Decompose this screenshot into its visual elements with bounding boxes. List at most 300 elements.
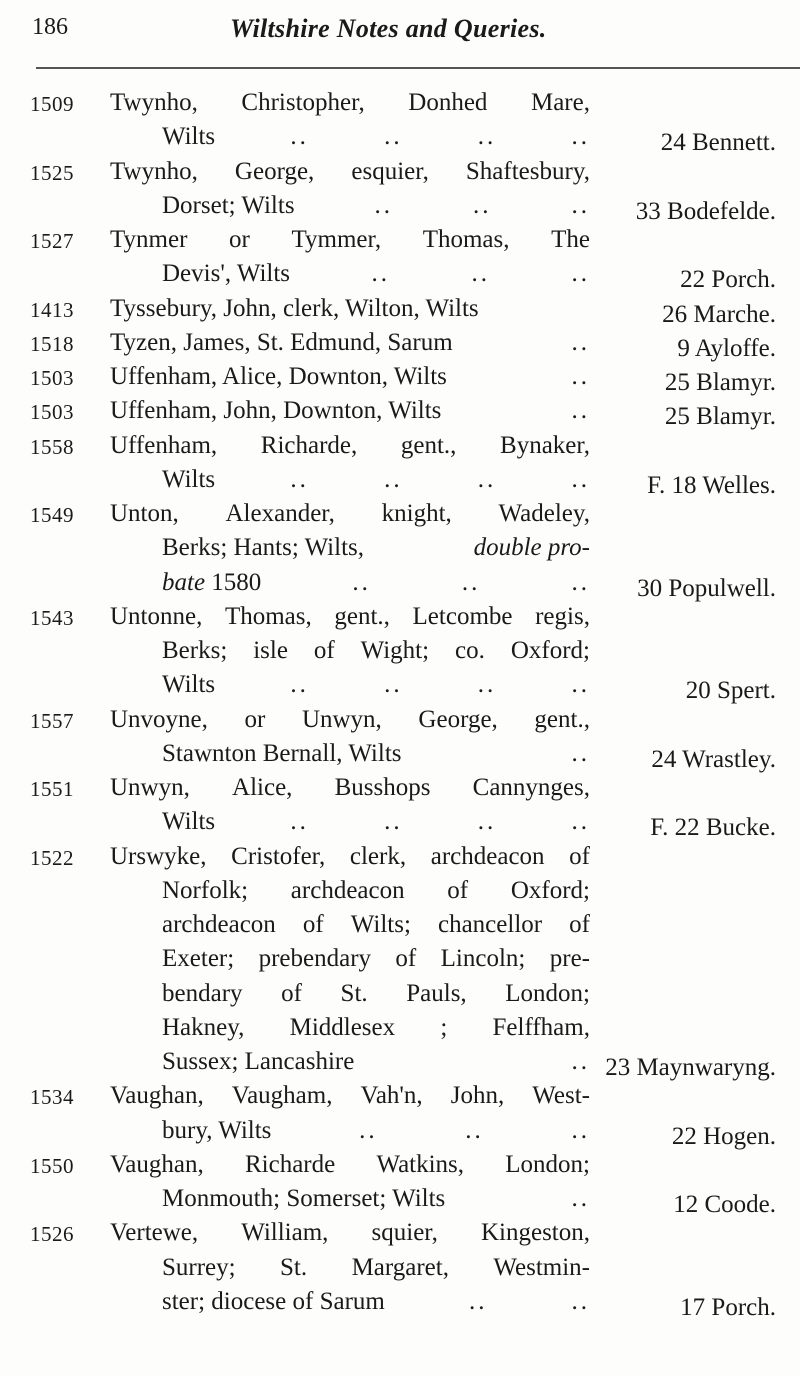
entry-line — [0, 1045, 800, 1079]
entry-text — [110, 497, 590, 531]
entry-line — [0, 1216, 800, 1250]
entry-line — [0, 120, 800, 157]
dot-leader: .. — [571, 1048, 590, 1075]
entry-text — [110, 1148, 590, 1182]
word: or — [244, 705, 266, 733]
word: Surrey; — [162, 1253, 236, 1281]
word: Thomas, — [422, 226, 510, 253]
word: gent., — [334, 602, 390, 630]
word: isle — [253, 637, 288, 664]
dot-leader: .. — [571, 260, 590, 288]
word: Norfolk; — [162, 876, 249, 904]
dot-leader: .. — [465, 1116, 484, 1144]
word: Middlesex — [289, 1013, 396, 1041]
entry-text — [162, 189, 590, 223]
entry-text-segments — [162, 257, 290, 291]
list-item — [0, 429, 800, 498]
entry-reference: F. 22 Bucke. — [650, 814, 776, 842]
dot-leader: .. — [352, 568, 371, 596]
entry-text — [110, 600, 590, 634]
entry-text-segments — [110, 1079, 590, 1113]
entry-year: 1522 — [30, 845, 74, 870]
entry-line — [0, 257, 800, 294]
entry-line — [0, 771, 800, 805]
entry-text — [110, 840, 590, 874]
dot-leader: .. — [290, 123, 309, 151]
word: Exeter; — [162, 945, 235, 973]
entry-text — [110, 292, 590, 326]
text-segment: double pro- — [473, 534, 590, 562]
entry-line — [0, 360, 800, 394]
word: bendary — [162, 979, 243, 1007]
entry-reference: 20 Spert. — [685, 677, 776, 705]
word: of — [302, 911, 324, 938]
entry-text — [162, 257, 590, 291]
entry-text — [162, 463, 590, 497]
dot-leader: .. — [571, 739, 590, 767]
entry-text-line: Stawnton Bernall, Wilts — [162, 739, 402, 767]
entry-year: 1543 — [30, 605, 74, 630]
entry-text — [110, 771, 590, 805]
dot-leader: .. — [571, 568, 590, 596]
list-item — [0, 1216, 800, 1319]
list-item — [0, 1148, 800, 1217]
word: Kingeston, — [480, 1219, 590, 1247]
entry-text-segments — [110, 292, 479, 326]
entry-year: 1518 — [30, 331, 74, 356]
word: George, — [234, 157, 315, 185]
entry-text — [162, 1114, 590, 1148]
entry-reference: 17 Porch. — [680, 1293, 776, 1321]
word: co. — [455, 637, 485, 664]
entry-year: 1551 — [30, 777, 74, 801]
entry-text — [162, 1045, 590, 1079]
entry-text — [162, 737, 590, 771]
entry-text — [162, 566, 590, 600]
entry-text-segments — [162, 566, 261, 600]
dot-leader: .. — [290, 808, 309, 836]
entry-list — [0, 86, 800, 1319]
dot-leader: .. — [477, 671, 497, 699]
word: John, — [450, 1082, 505, 1110]
word: chancellor — [437, 911, 543, 938]
dot-leader: .. — [571, 808, 590, 836]
entry-text-line: bury, Wilts — [162, 1116, 272, 1144]
word: Unwyn, — [110, 774, 190, 801]
entry-line — [0, 292, 800, 326]
dot-leader: .. — [571, 1185, 590, 1212]
entry-text — [162, 120, 590, 154]
entry-text-segments — [110, 394, 441, 428]
list-item — [0, 840, 800, 1080]
entry-year: 1526 — [30, 1222, 74, 1247]
entry-reference: 22 Porch. — [680, 266, 776, 294]
word: or — [229, 226, 250, 253]
list-item — [0, 223, 800, 292]
entry-text-segments — [110, 326, 453, 360]
word: Margaret, — [351, 1253, 449, 1281]
word: esquier, — [351, 157, 429, 185]
word: William, — [241, 1219, 329, 1247]
entry-text-line: Sussex; Lancashire — [162, 1048, 355, 1075]
word: Richarde — [244, 1150, 336, 1178]
word: pre- — [549, 945, 590, 973]
entry-text — [162, 531, 590, 565]
entry-text-segments — [110, 703, 590, 737]
word: Urswyke, — [110, 842, 207, 870]
entry-reference: 25 Blamyr. — [664, 403, 776, 431]
word: Richarde, — [260, 431, 358, 459]
entry-line — [0, 840, 800, 874]
entry-text — [162, 1251, 590, 1285]
entry-text-segments — [110, 1216, 590, 1250]
entry-text — [162, 908, 590, 942]
word: Westmin- — [493, 1253, 590, 1281]
entry-text-segments — [110, 429, 590, 463]
entry-reference: 24 Wrastley. — [651, 745, 776, 773]
word: ; — [440, 1013, 448, 1041]
entry-year: 1527 — [30, 229, 74, 253]
entry-line — [0, 805, 800, 842]
entry-line — [0, 942, 800, 976]
entry-text-segments — [162, 1045, 354, 1079]
entry-text — [162, 668, 590, 702]
entry-text — [162, 874, 590, 908]
word: Watkins, — [376, 1150, 465, 1178]
entry-reference: 33 Bodefelde. — [635, 197, 776, 225]
word: Thomas, — [224, 602, 312, 630]
word: of — [313, 637, 335, 664]
list-item — [0, 1079, 800, 1148]
word: Vah'n, — [360, 1082, 423, 1110]
dot-leader: .. — [571, 123, 590, 151]
word: gent., — [534, 705, 590, 733]
word: archdeacon — [162, 911, 276, 938]
word: Hakney, — [162, 1013, 245, 1041]
word: Donhed — [408, 89, 488, 116]
entry-reference: 24 Bennett. — [660, 129, 776, 157]
entry-text-segments — [162, 805, 215, 839]
entry-text-segments — [110, 497, 590, 531]
dot-leader: .. — [461, 568, 481, 596]
text-segment: 1580 — [205, 568, 262, 596]
entry-text-segments — [162, 634, 590, 668]
dot-leader: .. — [371, 260, 391, 288]
word: St. — [340, 979, 368, 1007]
entry-text — [110, 326, 590, 360]
entry-year: 1413 — [30, 297, 74, 322]
entry-year: 1549 — [30, 503, 74, 527]
entry-text-segments — [162, 668, 215, 702]
word: London; — [505, 1150, 590, 1178]
word: Untonne, — [110, 602, 203, 630]
word: Vaughan, — [110, 1150, 204, 1178]
entry-line — [0, 977, 800, 1011]
entry-line — [0, 634, 800, 668]
word: Cannynges, — [472, 774, 590, 801]
entry-text-line: Wilts — [162, 808, 216, 836]
dot-leader: .. — [571, 1116, 590, 1144]
entry-text-segments — [162, 463, 215, 497]
dot-leader: .. — [384, 123, 403, 151]
entry-text — [110, 1216, 590, 1250]
dot-leader: .. — [468, 1287, 488, 1315]
entry-text — [110, 429, 590, 463]
word: prebendary — [258, 945, 372, 973]
word: Twynho, — [110, 157, 198, 185]
word: St. — [280, 1253, 308, 1281]
dot-leader: .. — [473, 191, 492, 219]
dot-leader: .. — [374, 191, 394, 219]
entry-reference: F. 18 Welles. — [647, 471, 776, 499]
entry-line — [0, 1114, 800, 1148]
word: regis, — [535, 602, 590, 630]
entry-line — [0, 1079, 800, 1113]
word: clerk, — [349, 842, 407, 870]
word: of — [281, 979, 302, 1007]
entry-line — [0, 1251, 800, 1285]
entry-text-line: Uffenham, Alice, Downton, Wilts — [110, 363, 447, 390]
dot-leader: .. — [290, 465, 309, 493]
entry-line — [0, 155, 800, 189]
word: Pauls, — [406, 979, 467, 1007]
entry-reference: 25 Blamyr. — [664, 369, 776, 396]
entry-text — [110, 155, 590, 189]
word: archdeacon — [430, 842, 545, 870]
entry-reference: 9 Ayloffe. — [677, 334, 776, 362]
entry-line — [0, 497, 800, 531]
entry-line — [0, 429, 800, 463]
entry-line — [0, 874, 800, 908]
entry-text-line: Dorset; Wilts — [162, 191, 295, 219]
entry-text-segments — [162, 531, 590, 565]
text-segment: Berks; Hants; Wilts, — [162, 534, 371, 562]
entry-line — [0, 463, 800, 497]
entry-text-line: Wilts — [162, 465, 216, 493]
entry-line — [0, 1182, 800, 1216]
entry-reference: 23 Maynwaryng. — [605, 1054, 776, 1081]
word: Berks; — [162, 637, 228, 664]
word: George, — [418, 705, 498, 733]
entry-text-segments — [162, 120, 215, 154]
dot-leader: .. — [471, 260, 491, 288]
entry-text-segments — [162, 874, 590, 908]
entry-text-segments — [162, 189, 295, 223]
entry-reference: 30 Populwell. — [637, 574, 776, 602]
entry-line — [0, 394, 800, 431]
entry-text-segments — [162, 942, 590, 976]
dot-leader: .. — [571, 1287, 591, 1315]
word: West- — [532, 1082, 590, 1110]
word: archdeacon — [290, 876, 405, 904]
dot-leader: .. — [571, 397, 590, 425]
entry-text-line: Uffenham, John, Downton, Wilts — [110, 397, 442, 425]
entry-year: 1557 — [30, 708, 74, 733]
entry-text-line: Wilts — [162, 671, 216, 699]
entry-text-segments — [110, 86, 590, 120]
entry-text-segments — [110, 360, 447, 394]
entry-text-segments — [162, 1251, 590, 1285]
list-item — [0, 292, 800, 326]
entry-line — [0, 326, 800, 360]
word: of — [569, 842, 590, 870]
entry-text-segments — [162, 908, 590, 942]
dot-leader: .. — [359, 1116, 378, 1144]
entry-text-line: Wilts — [162, 123, 216, 151]
word: knight, — [381, 500, 452, 527]
entry-text — [110, 360, 590, 394]
entry-text-line: ster; diocese of Sarum — [162, 1287, 385, 1315]
dot-leader: .. — [571, 671, 590, 699]
entry-line — [0, 1011, 800, 1045]
word: Vaugham, — [231, 1082, 333, 1110]
word: Vertewe, — [110, 1219, 199, 1247]
entry-text-segments — [110, 155, 590, 189]
entry-text — [162, 1285, 590, 1319]
entry-text — [110, 703, 590, 737]
dot-leader: .. — [571, 191, 591, 219]
entry-year: 1503 — [30, 366, 74, 390]
entry-line — [0, 908, 800, 942]
word: of — [447, 876, 469, 904]
word: Vaughan, — [110, 1082, 204, 1110]
list-item — [0, 497, 800, 600]
entry-text-segments — [162, 1285, 385, 1319]
entry-text — [110, 1079, 590, 1113]
word: of — [569, 911, 590, 938]
word: The — [551, 226, 590, 253]
entry-text-line: Monmouth; Somerset; Wilts — [162, 1185, 446, 1212]
entry-year: 1509 — [30, 92, 74, 116]
entry-text-line: Tyzen, James, St. Edmund, Sarum — [110, 328, 453, 356]
entry-year: 1525 — [30, 160, 74, 185]
entry-reference: 22 Hogen. — [671, 1122, 776, 1150]
entry-text-segments — [110, 840, 590, 874]
entry-text-segments — [110, 1148, 590, 1182]
entry-text-segments — [162, 1011, 590, 1045]
entry-text-segments — [162, 737, 402, 771]
word: Letcombe — [412, 602, 513, 630]
word: Bynaker, — [500, 431, 590, 459]
word: Wadeley, — [498, 500, 590, 527]
word: Cristofer, — [231, 842, 326, 870]
word: Lincoln; — [440, 945, 526, 973]
entry-year: 1534 — [30, 1085, 74, 1110]
entry-text-line: Tyssebury, John, clerk, Wilton, Wilts — [110, 294, 479, 322]
text-segment: bate — [162, 568, 206, 596]
list-item — [0, 394, 800, 431]
word: Tynmer — [110, 226, 188, 253]
word: Felffham, — [492, 1013, 590, 1041]
entry-text — [162, 1011, 590, 1045]
entry-text-line: Devis', Wilts — [162, 260, 291, 288]
word: of — [395, 945, 417, 973]
entry-line — [0, 1148, 800, 1182]
entry-text — [162, 805, 590, 839]
entry-reference: 12 Coode. — [673, 1191, 776, 1218]
word: Busshops — [334, 774, 431, 801]
dot-leader: .. — [384, 465, 403, 493]
entry-line — [0, 86, 800, 120]
entry-text — [110, 86, 590, 120]
entry-text-segments — [162, 1182, 445, 1216]
entry-text-segments — [162, 1114, 271, 1148]
entry-line — [0, 600, 800, 634]
word: gent., — [400, 431, 457, 459]
entry-text-segments — [110, 771, 590, 805]
word: Christopher, — [241, 89, 365, 116]
entry-text-segments — [162, 977, 590, 1011]
dot-leader: .. — [571, 328, 590, 356]
header-rule — [36, 67, 800, 69]
dot-leader: .. — [477, 808, 497, 836]
word: Oxford; — [510, 637, 590, 664]
list-item — [0, 155, 800, 224]
word: Uffenham, — [110, 431, 218, 459]
entry-line — [0, 703, 800, 737]
list-item — [0, 326, 800, 360]
list-item — [0, 600, 800, 703]
list-item — [0, 703, 800, 772]
word: London; — [505, 979, 590, 1007]
entry-text-segments — [110, 223, 590, 257]
word: Unvoyne, — [110, 705, 208, 733]
list-item — [0, 360, 800, 394]
dot-leader: .. — [477, 465, 497, 493]
dot-leader: .. — [571, 363, 590, 390]
entry-line — [0, 1285, 800, 1319]
entry-text-segments — [110, 600, 590, 634]
dot-leader: .. — [290, 671, 309, 699]
list-item — [0, 771, 800, 840]
word: Wilts; — [350, 911, 411, 938]
entry-text — [162, 977, 590, 1011]
entry-line — [0, 566, 800, 600]
entry-text — [162, 942, 590, 976]
word: Shaftesbury, — [465, 157, 590, 185]
dot-leader: .. — [571, 465, 590, 493]
page-number: 186 — [32, 14, 68, 40]
entry-line — [0, 668, 800, 705]
entry-reference: 26 Marche. — [662, 300, 776, 328]
running-title: Wiltshire Notes and Queries. — [230, 14, 547, 43]
word: squier, — [371, 1219, 438, 1247]
entry-line — [0, 531, 800, 565]
word: Unton, — [110, 500, 179, 527]
entry-line — [0, 223, 800, 257]
word: Wight; — [360, 637, 430, 664]
word: Oxford; — [510, 876, 590, 904]
word: Unwyn, — [301, 705, 382, 733]
entry-year: 1550 — [30, 1153, 74, 1178]
word: Tymmer, — [291, 226, 382, 253]
entry-line — [0, 737, 800, 771]
list-item — [0, 86, 800, 155]
entry-text — [162, 1182, 590, 1216]
dot-leader: .. — [477, 123, 497, 151]
dot-leader: .. — [384, 808, 403, 836]
entry-text — [110, 223, 590, 257]
entry-line — [0, 189, 800, 223]
entry-year: 1503 — [30, 400, 74, 425]
word: Alice, — [232, 774, 293, 801]
word: Twynho, — [110, 89, 198, 116]
entry-text — [162, 634, 590, 668]
word: Alexander, — [225, 500, 335, 527]
dot-leader: .. — [384, 671, 403, 699]
entry-year: 1558 — [30, 434, 74, 459]
word: Mare, — [530, 89, 590, 116]
